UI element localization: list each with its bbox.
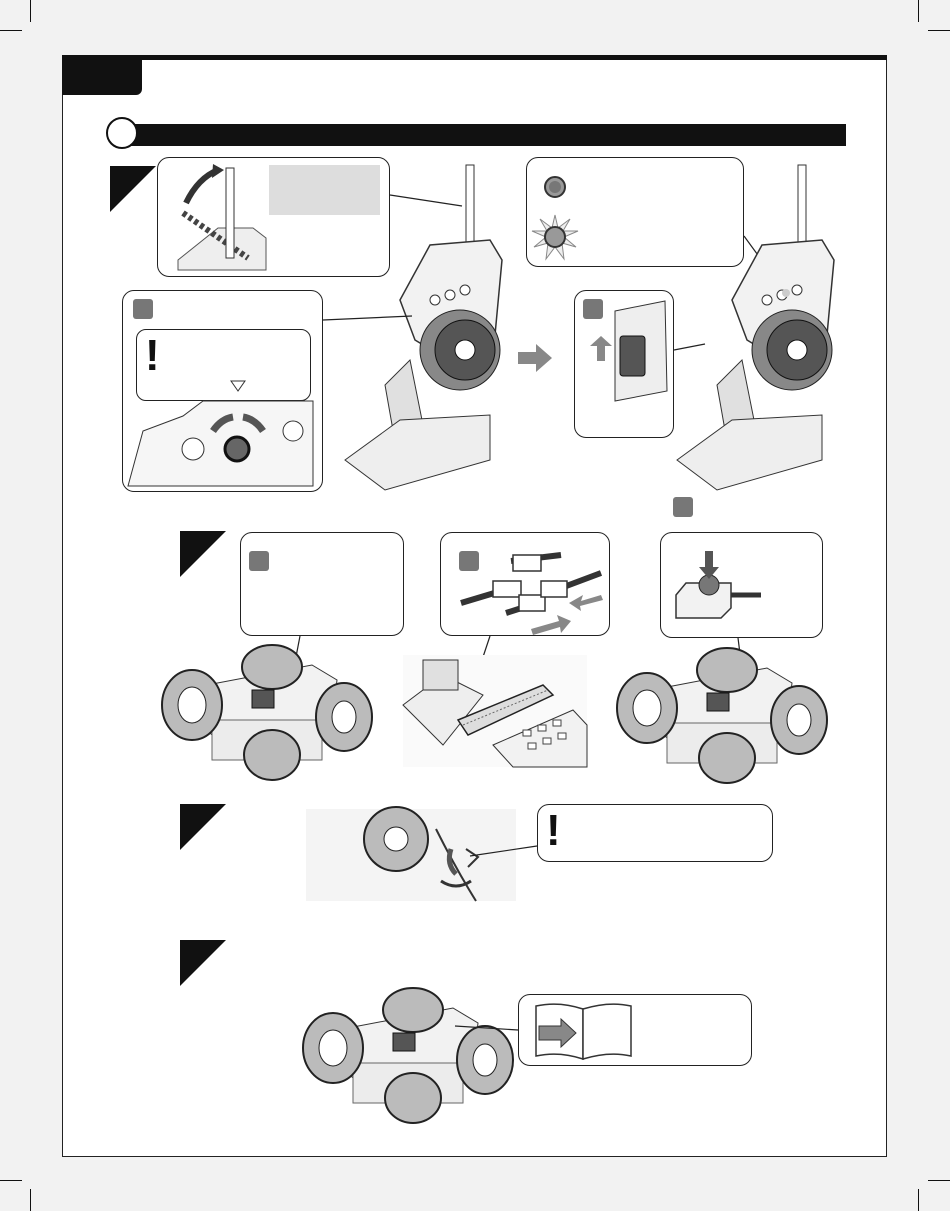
section-tab: [62, 58, 142, 95]
throttle-reverse-callout: [122, 290, 323, 492]
step-badge-a: [133, 299, 153, 319]
crop-mark-br-h: [928, 1180, 950, 1181]
esc-switch-illustration: [661, 533, 824, 639]
right-arrow-icon: [518, 344, 558, 374]
step-flag-4: [180, 940, 226, 986]
transmitter-illustration-right: [672, 160, 872, 500]
section-bar: [127, 124, 846, 146]
exclamation-icon: !: [145, 331, 160, 380]
power-switch-callout: [574, 290, 674, 438]
exclamation-icon-2: !: [546, 806, 561, 855]
crop-mark-tr-h: [928, 30, 950, 31]
reverse-switch-illustration: [123, 391, 323, 491]
crop-mark-tr-v: [918, 0, 919, 22]
led-flashing-icon: [530, 213, 580, 263]
esc-switch-callout: [660, 532, 823, 638]
open-book-icon: [531, 1001, 641, 1061]
truck-illustration-left: [162, 645, 377, 775]
truck-illustration-bottom: [303, 988, 518, 1128]
crop-mark-bl-h: [0, 1180, 22, 1181]
step-circle: [106, 117, 138, 149]
step-flag-2: [180, 531, 226, 577]
manual-reference-callout: [518, 994, 752, 1066]
step-flag-1: [110, 166, 156, 212]
crop-mark-br-v: [918, 1189, 919, 1211]
truck-illustration-right: [617, 648, 832, 788]
trigger-warning-callout: [537, 804, 773, 862]
crop-mark-bl-v: [30, 1189, 31, 1211]
connector-illustration: [441, 533, 611, 637]
wheel-trigger-illustration: [306, 809, 516, 901]
step-badge-d: [249, 551, 269, 571]
step-flag-3: [180, 804, 226, 850]
crop-mark-tl-v: [30, 0, 31, 22]
step-badge-c: [673, 497, 693, 517]
battery-bay-illustration: [403, 655, 587, 767]
transmitter-illustration-left: [340, 160, 540, 500]
crop-mark-tl-h: [0, 30, 22, 31]
power-switch-illustration: [575, 291, 675, 439]
led-solid-icon: [540, 172, 570, 202]
connector-callout: [440, 532, 610, 636]
battery-callout: [240, 532, 404, 636]
page-top-rule: [62, 55, 887, 60]
